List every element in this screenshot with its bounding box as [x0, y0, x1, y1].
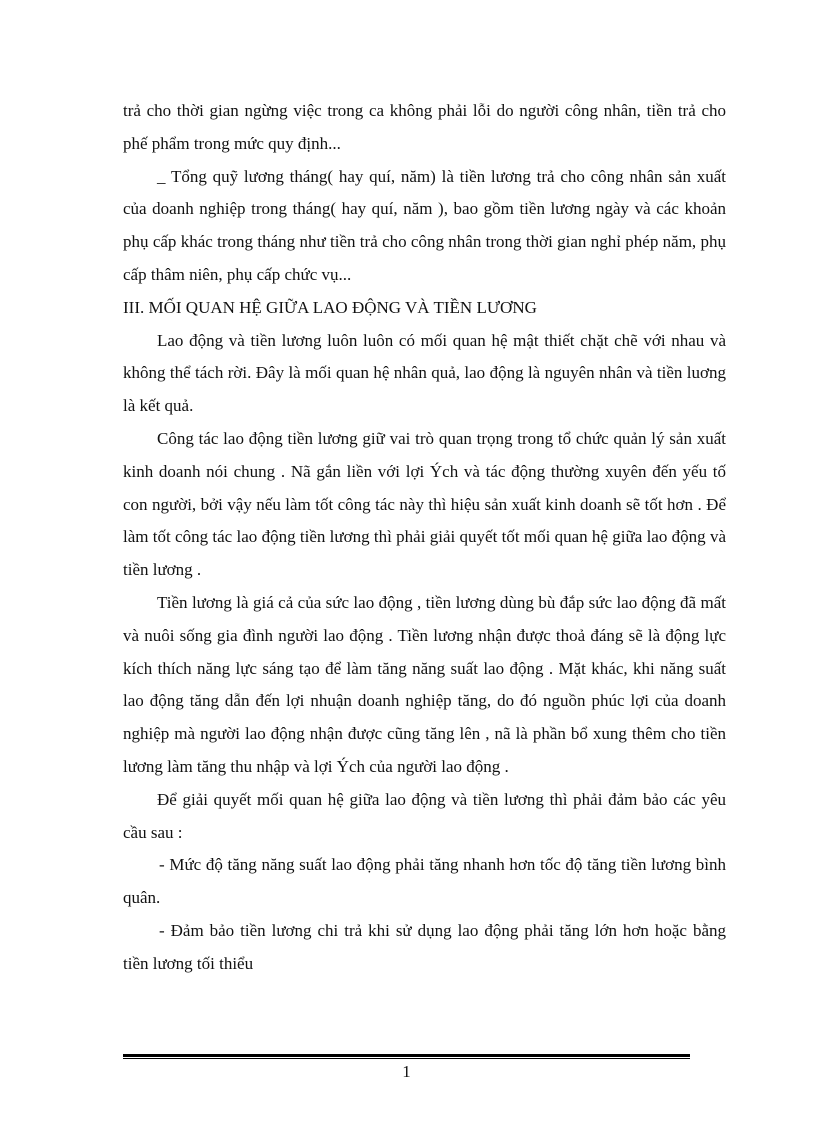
paragraph-labor-wage-management: Công tác lao động tiền lương giữ vai trò quan trọng trong tổ chức quản lý sản xuất kinh doanh nói chung . Nã gắn liền với lợi Ých và tác động thường xuyên đến yếu tố con người, bởi vậy nếu làm tốt công tác này thì hiệu sản xuất kinh doanh sẽ tốt hơn . Để làm tốt công tác lao động tiền lương thì phải giải quyết tốt mối quan hệ giữa lao động và tiền lương . — [123, 428, 726, 580]
bullet-productivity-growth: - Mức độ tăng năng suất lao động phải tăng nhanh hơn tốc độ tăng tiền lương bình quân. — [123, 855, 726, 908]
document-body — [123, 95, 726, 981]
footer-double-rule — [123, 1054, 690, 1059]
paragraph-wage-as-price: Tiền lương là giá cả của sức lao động , tiền lương dùng bù đắp sức lao động đã mất và nuôi sống gia đình người lao động . Tiền lương nhận được thoả đáng sẽ là động lực kích thích năng lực sáng tạo để làm tăng năng suất lao động . Mặt khác, khi năng suất lao động tăng dẫn đến lợi nhuận doanh nghiệp tăng, do đó nguồn phúc lợi của doanh nghiệp mà người lao động nhận được cũng tăng lên , nã là phần bổ xung thêm cho tiền lương làm tăng thu nhập và lợi Ých của người lao động . — [123, 592, 726, 776]
paragraph-continuation: trả cho thời gian ngừng việc trong ca không phải lỗi do người công nhân, tiền trả cho phế phẩm trong mức quy định... — [123, 101, 726, 153]
paragraph-total-monthly-wage: _ Tổng quỹ lương tháng( hay quí, năm) là tiền lương trả cho công nhân sản xuất của doanh nghiệp trong tháng( hay quí, năm ), bao gồm tiền lương ngày và các khoản phụ cấp khác trong tháng như tiền trả cho công nhân trong thời gian nghỉ phép năm, phụ cấp thâm niên, phụ cấp chức vụ... — [123, 166, 726, 284]
paragraph-requirements-intro: Để giải quyết mối quan hệ giữa lao động và tiền lương thì phải đảm bảo các yêu cầu sau : — [123, 789, 726, 842]
section-heading-iii: III. MỐI QUAN HỆ GIỮA LAO ĐỘNG VÀ TIỀN LƯƠNG — [123, 297, 537, 317]
paragraph-labor-wage-relation: Lao động và tiền lương luôn luôn có mối quan hệ mật thiết chặt chẽ với nhau và không thể tách rời. Đây là mối quan hệ nhân quả, lao động là nguyên nhân và tiền luơng là kết quả. — [123, 330, 726, 416]
bullet-minimum-wage: - Đảm bảo tiền lương chi trả khi sử dụng lao động phải tăng lớn hơn hoặc bằng tiền lương tối thiểu — [123, 920, 726, 973]
page-number: 1 — [402, 1062, 411, 1081]
